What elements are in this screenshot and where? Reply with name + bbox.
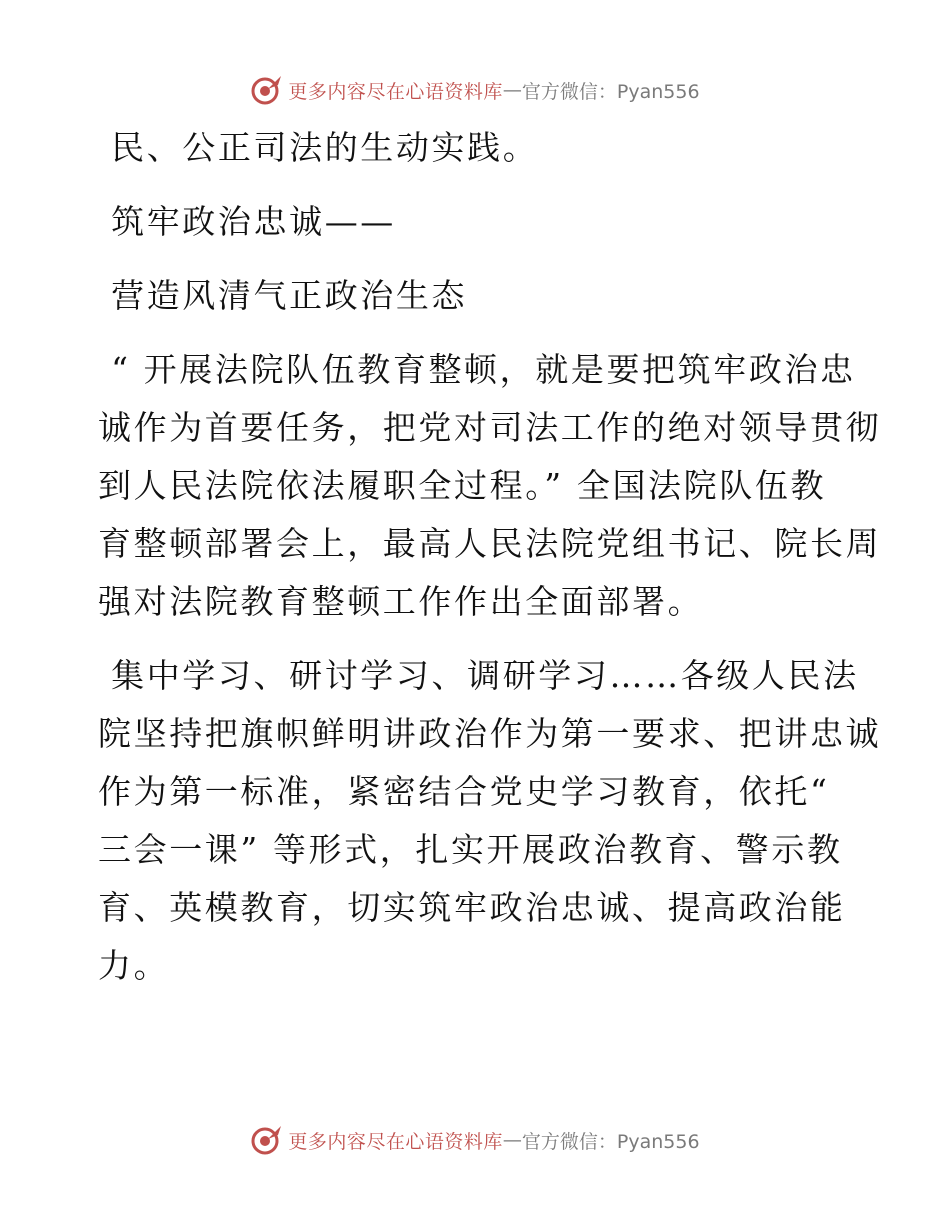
body-line: 到人民法院依法履职全过程。” 全国法院队伍教 (98, 466, 827, 505)
body-line: 育整顿部署会上，最高人民法院党组书记、院长周 (98, 524, 882, 563)
quill-logo-icon (250, 73, 284, 107)
body-line: 强对法院教育整顿工作作出全面部署。 (98, 582, 704, 621)
body-line: 营造风清气正政治生态 (98, 276, 468, 315)
body-line: 诚作为首要任务，把党对司法工作的绝对领导贯彻 (98, 408, 882, 447)
footer-banner (0, 1120, 950, 1160)
body-line: 筑牢政治忠诚—— (98, 202, 396, 241)
header-brand-text: 更多内容尽在心语资料库 (288, 80, 503, 103)
quill-logo-icon (250, 1123, 284, 1157)
body-line: 民、公正司法的生动实践。 (98, 128, 539, 167)
footer-brand-text: 更多内容尽在心语资料库 (288, 1130, 503, 1153)
footer-wechat-text: 官方微信：Pyan556 (521, 1130, 700, 1153)
header-separator: — (502, 79, 522, 101)
body-line: 力。 (98, 946, 170, 985)
body-line: 院坚持把旗帜鲜明讲政治作为第一要求、把讲忠诚 (98, 714, 882, 753)
body-line: “ 开展法院队伍教育整顿，就是要把筑牢政治忠 (98, 350, 856, 389)
body-line: 育、英模教育，切实筑牢政治忠诚、提高政治能 (98, 888, 846, 927)
header-wechat-text: 官方微信：Pyan556 (521, 80, 700, 103)
body-line: 作为第一标准，紧密结合党史学习教育，依托“ (98, 772, 830, 811)
body-line: 集中学习、研讨学习、调研学习……各级人民法 (98, 656, 859, 695)
footer-separator: — (502, 1129, 522, 1151)
header-banner (0, 70, 950, 110)
body-line: 三会一课” 等形式，扎实开展政治教育、警示教 (98, 830, 843, 869)
